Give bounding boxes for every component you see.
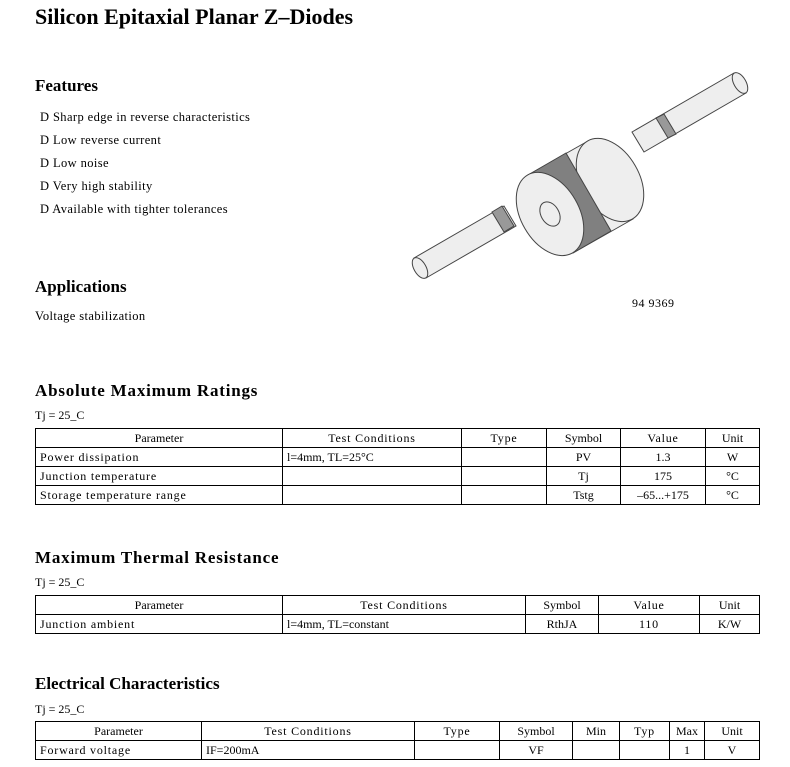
column-header: Test Conditions xyxy=(283,429,462,448)
column-header: Value xyxy=(599,596,700,615)
table-cell: Power dissipation xyxy=(36,448,283,467)
table-cell: l=4mm, TL=constant xyxy=(283,615,526,634)
table-cell: Storage temperature range xyxy=(36,486,283,505)
amr-table xyxy=(35,428,760,505)
table-cell xyxy=(462,467,547,486)
mtr-heading: Maximum Thermal Resistance xyxy=(35,548,280,567)
table-cell: PV xyxy=(547,448,621,467)
table-header-row xyxy=(36,722,760,741)
table-cell xyxy=(573,741,620,760)
ec-condition: Tj = 25_C xyxy=(35,702,85,716)
table-cell: Tj xyxy=(547,467,621,486)
column-header: Unit xyxy=(706,429,760,448)
mtr-condition: Tj = 25_C xyxy=(35,575,85,589)
table-row xyxy=(36,486,760,505)
amr-condition: Tj = 25_C xyxy=(35,408,85,422)
table-cell xyxy=(283,467,462,486)
feature-item: D Sharp edge in reverse characteristics xyxy=(40,110,251,124)
column-header: Parameter xyxy=(36,722,202,741)
column-header: Parameter xyxy=(36,596,283,615)
table-cell: 1 xyxy=(670,741,705,760)
column-header: Type xyxy=(462,429,547,448)
table-cell: IF=200mA xyxy=(202,741,415,760)
mtr-table xyxy=(35,595,760,634)
column-header: Min xyxy=(573,722,620,741)
column-header: Max xyxy=(670,722,705,741)
feature-item: D Low noise xyxy=(40,156,109,170)
column-header: Symbol xyxy=(547,429,621,448)
column-header: Unit xyxy=(705,722,760,741)
table-cell xyxy=(620,741,670,760)
column-header: Symbol xyxy=(500,722,573,741)
table-cell: 175 xyxy=(621,467,706,486)
table-cell xyxy=(283,486,462,505)
table-cell: Tstg xyxy=(547,486,621,505)
table-row xyxy=(36,615,760,634)
table-cell: Junction ambient xyxy=(36,615,283,634)
feature-item: D Available with tighter tolerances xyxy=(40,202,229,216)
table-cell: l=4mm, TL=25°C xyxy=(283,448,462,467)
table-cell: W xyxy=(706,448,760,467)
table-cell: 110 xyxy=(599,615,700,634)
table-row xyxy=(36,467,760,486)
table-cell: RthJA xyxy=(526,615,599,634)
table-cell: °C xyxy=(706,467,760,486)
column-header: Test Conditions xyxy=(202,722,415,741)
table-cell: K/W xyxy=(700,615,760,634)
table-row xyxy=(36,741,760,760)
column-header: Parameter xyxy=(36,429,283,448)
table-cell xyxy=(462,486,547,505)
table-cell: V xyxy=(705,741,760,760)
column-header: Typ xyxy=(620,722,670,741)
column-header: Unit xyxy=(700,596,760,615)
column-header: Test Conditions xyxy=(283,596,526,615)
table-cell: –65...+175 xyxy=(621,486,706,505)
table-cell: °C xyxy=(706,486,760,505)
table-cell: 1.3 xyxy=(621,448,706,467)
diode-illustration xyxy=(405,65,750,280)
applications-text: Voltage stabilization xyxy=(35,309,146,323)
features-heading: Features xyxy=(35,76,98,95)
table-cell xyxy=(415,741,500,760)
ec-table xyxy=(35,721,760,760)
column-header: Symbol xyxy=(526,596,599,615)
ec-heading: Electrical Characteristics xyxy=(35,674,220,693)
feature-item: D Low reverse current xyxy=(40,133,162,147)
column-header: Type xyxy=(415,722,500,741)
table-cell: VF xyxy=(500,741,573,760)
table-cell xyxy=(462,448,547,467)
amr-heading: Absolute Maximum Ratings xyxy=(35,381,259,400)
table-cell: Junction temperature xyxy=(36,467,283,486)
feature-item: D Very high stability xyxy=(40,179,153,193)
figure-reference: 94 9369 xyxy=(632,296,675,310)
table-row xyxy=(36,448,760,467)
applications-heading: Applications xyxy=(35,277,127,296)
column-header: Value xyxy=(621,429,706,448)
table-cell: Forward voltage xyxy=(36,741,202,760)
table-header-row xyxy=(36,596,760,615)
page-title: Silicon Epitaxial Planar Z–Diodes xyxy=(35,4,354,29)
table-header-row xyxy=(36,429,760,448)
